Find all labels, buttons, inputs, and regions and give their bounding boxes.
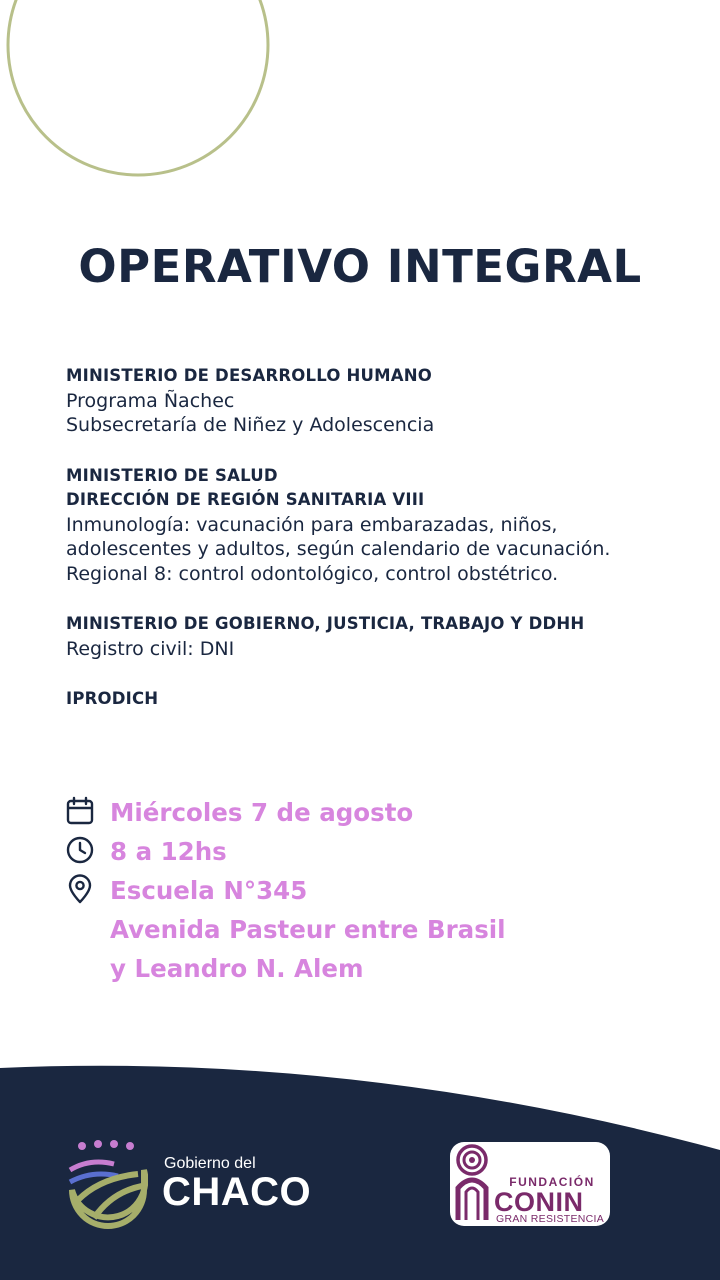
event-location-row [64,871,506,988]
location-line: y Leandro N. Alem [110,954,364,983]
event-info [64,793,506,988]
section-heading: MINISTERIO DE DESARROLLO HUMANO [66,366,432,385]
event-date-row [64,793,506,832]
section-heading: MINISTERIO DE SALUD [66,465,278,485]
location-pin-icon [64,873,96,905]
section-desarrollo-humano [66,364,686,438]
page-title: OPERATIVO INTEGRAL [78,240,642,293]
section-heading: IPRODICH [66,689,159,708]
section-gobierno [66,612,686,661]
event-time: 8 a 12hs [110,837,227,866]
conin-sub-label: GRAN RESISTENCIA [496,1213,605,1225]
location-line: Escuela N°345 [110,876,308,905]
section-subheading: DIRECCIÓN DE REGIÓN SANITARIA VIII [66,490,425,509]
gobierno-label: Gobierno del [164,1155,256,1172]
calendar-icon [64,795,96,827]
section-line: Inmunología: vacunación para embarazadas, niños, [66,513,558,536]
section-heading: MINISTERIO DE GOBIERNO, JUSTICIA, TRABAJO Y DDHH [66,614,585,633]
section-line: Registro civil: DNI [66,637,235,660]
section-line: Programa Ñachec [66,389,235,412]
event-time-row [64,832,506,871]
gobierno-chaco-logo [66,1140,148,1230]
section-line: adolescentes y adultos, según calendario de vacunación. [66,538,611,560]
section-line: Subsecretaría de Niñez y Adolescencia [66,414,435,436]
event-date: Miércoles 7 de agosto [110,798,414,827]
location-line: Avenida Pasteur entre Brasil [110,915,506,944]
clock-icon [64,834,96,866]
conin-name-label: CONIN [494,1187,584,1217]
conin-top-label: FUNDACIÓN [509,1175,595,1189]
program-list [66,364,686,738]
decorative-circle [0,0,280,230]
section-iprodich [66,687,686,712]
event-location [110,871,506,988]
section-line: Regional 8: control odontológico, control obstétrico. [66,562,559,585]
section-salud [66,464,686,587]
chaco-label: CHACO [162,1170,312,1214]
